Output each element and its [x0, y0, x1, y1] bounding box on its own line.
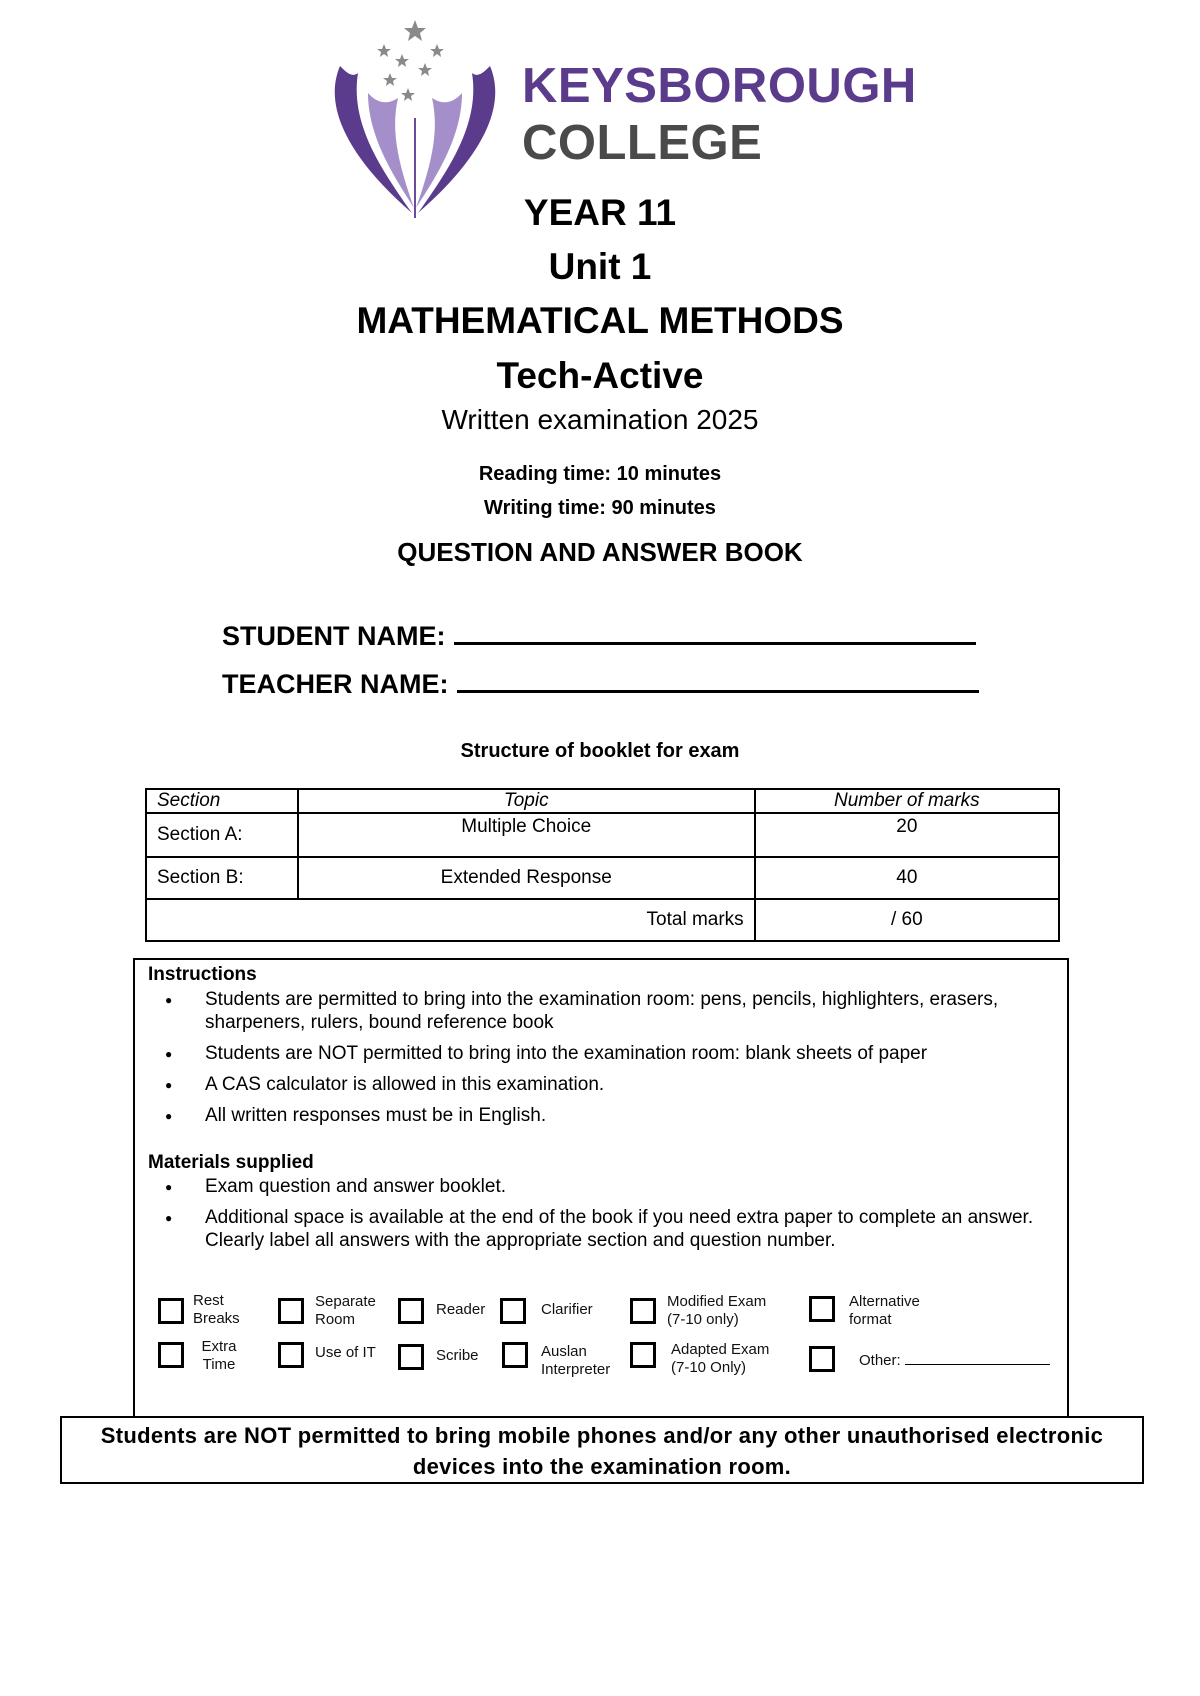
list-item: ● Students are permitted to bring into the examination room: pens, pencils, highlighters, erasers, sharpeners, rulers, bound reference book — [135, 988, 1055, 1034]
book-title: QUESTION AND ANSWER BOOK — [397, 537, 803, 567]
instructions-list — [135, 988, 1055, 1135]
separate-room-checkbox[interactable] — [278, 1298, 304, 1324]
checkbox-label: Modified Exam (7-10 only) — [667, 1293, 767, 1328]
rest-breaks-checkbox[interactable] — [158, 1298, 184, 1324]
other-checkbox[interactable] — [809, 1346, 835, 1372]
extra-time-checkbox[interactable] — [158, 1342, 184, 1368]
checkbox-label: Other: — [859, 1352, 901, 1369]
section-cell: Section A: — [146, 813, 298, 857]
instructions-heading: Instructions — [148, 964, 257, 985]
list-item: ● Exam question and answer booklet. — [135, 1175, 1055, 1198]
mobile-phone-notice: Students are NOT permitted to bring mobile phones and/or any other unauthorised electronic devices into the examination room. — [60, 1416, 1144, 1484]
student-name-row — [222, 616, 976, 652]
header-topic: Topic — [298, 789, 755, 813]
structure-table — [145, 788, 1060, 942]
materials-heading: Materials supplied — [148, 1152, 314, 1173]
logo-wordmark-line2: COLLEGE — [522, 116, 763, 170]
checkbox-label: Extra Time — [201, 1338, 237, 1373]
table-total-row — [146, 899, 1059, 941]
checkbox-label: Alternative format — [849, 1293, 920, 1328]
checkbox-label: Auslan Interpreter — [541, 1343, 611, 1378]
table-row — [146, 857, 1059, 899]
reading-time: Reading time: 10 minutes — [478, 463, 722, 485]
structure-heading: Structure of booklet for exam — [460, 740, 740, 762]
college-logo-emblem — [320, 18, 510, 218]
materials-list — [135, 1175, 1055, 1260]
topic-cell: Extended Response — [298, 857, 755, 899]
list-item: ● Additional space is available at the end of the book if you need extra paper to complete an answer. Clearly label all answers with the appropriate section and question number. — [135, 1206, 1055, 1252]
use-of-it-checkbox[interactable] — [278, 1342, 304, 1368]
subject-heading: MATHEMATICAL METHODS — [356, 300, 844, 341]
checkbox-label: Clarifier — [541, 1301, 593, 1318]
teacher-name-field[interactable] — [457, 664, 979, 693]
exam-subtitle: Written examination 2025 — [441, 404, 759, 435]
table-header-row — [146, 789, 1059, 813]
modified-exam-checkbox[interactable] — [630, 1298, 656, 1324]
total-value: / 60 — [755, 899, 1059, 941]
teacher-name-row — [222, 664, 979, 700]
instructions-box — [133, 958, 1069, 1416]
list-item: ● All written responses must be in English. — [135, 1104, 1055, 1127]
topic-cell: Multiple Choice — [298, 813, 755, 857]
unit-heading: Unit 1 — [548, 246, 652, 287]
logo-wordmark-line1: KEYSBOROUGH — [522, 59, 917, 113]
marks-cell: 40 — [755, 857, 1059, 899]
alternative-format-checkbox[interactable] — [809, 1296, 835, 1322]
year-heading: YEAR 11 — [523, 192, 677, 233]
marks-cell: 20 — [755, 813, 1059, 857]
student-name-field[interactable] — [454, 616, 976, 645]
checkbox-label: Adapted Exam (7-10 Only) — [671, 1341, 770, 1376]
list-item: ● Students are NOT permitted to bring into the examination room: blank sheets of paper — [135, 1042, 1055, 1065]
other-row — [859, 1350, 1050, 1370]
reader-checkbox[interactable] — [398, 1298, 424, 1324]
header-marks: Number of marks — [755, 789, 1059, 813]
variant-heading: Tech-Active — [496, 355, 704, 396]
clarifier-checkbox[interactable] — [500, 1298, 526, 1324]
section-cell: Section B: — [146, 857, 298, 899]
checkbox-label: Rest Breaks — [193, 1292, 240, 1327]
checkbox-label: Reader — [436, 1301, 486, 1318]
auslan-interpreter-checkbox[interactable] — [502, 1342, 528, 1368]
checkbox-label: Separate Room — [315, 1293, 376, 1328]
other-field[interactable] — [905, 1350, 1050, 1365]
total-label: Total marks — [146, 899, 755, 941]
teacher-name-label: TEACHER NAME: — [222, 669, 449, 699]
list-item: ● A CAS calculator is allowed in this examination. — [135, 1073, 1055, 1096]
checkbox-label: Scribe — [436, 1347, 479, 1364]
header-section: Section — [146, 789, 298, 813]
checkbox-label: Use of IT — [315, 1344, 376, 1361]
adapted-exam-checkbox[interactable] — [630, 1342, 656, 1368]
student-name-label: STUDENT NAME: — [222, 621, 446, 651]
table-row — [146, 813, 1059, 857]
scribe-checkbox[interactable] — [398, 1344, 424, 1370]
writing-time: Writing time: 90 minutes — [484, 497, 716, 519]
